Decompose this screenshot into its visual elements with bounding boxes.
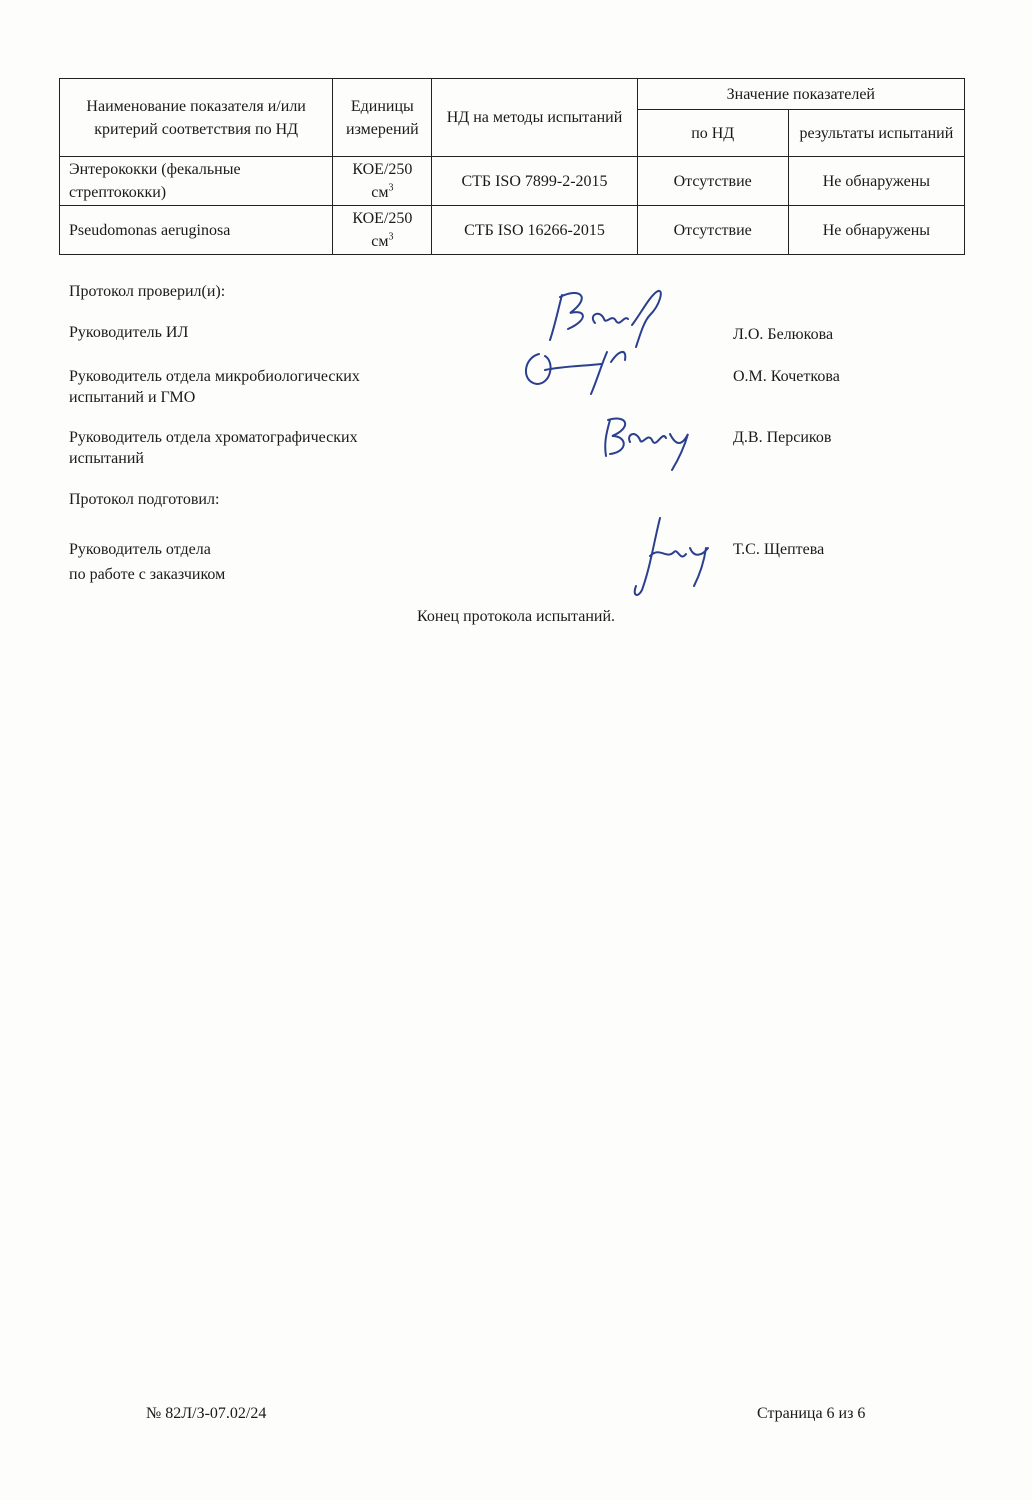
page-number: Страница 6 из 6 [757,1405,866,1422]
cell-indicator-name: Энтерококки (фекальные стрептококки) [60,157,333,206]
header-by-nd: по НД [637,110,788,157]
unit-exponent: 3 [388,231,394,243]
signer-role: Руководитель отдела микробиологических испытаний и ГМО [69,368,360,406]
signer-role: Руководитель ИЛ [69,324,189,341]
signature-shcheptieva [620,512,730,602]
cell-unit [333,157,432,206]
signature-persikov [598,410,708,472]
unit-base: см [371,184,389,201]
cell-by-nd: Отсутствие [637,157,788,206]
cell-method: СТБ ISO 16266-2015 [432,206,637,255]
protocol-number: № 82Л/З-07.02/24 [146,1405,267,1422]
signature-kochetkova [515,340,645,400]
unit-exponent: 3 [388,182,394,194]
header-indicator-name: Наименование показателя и/или критерий соответствия по НД [60,79,333,157]
cell-indicator-name: Pseudomonas aeruginosa [60,206,333,255]
unit-volume [339,230,425,253]
header-results: результаты испытаний [788,110,964,157]
signer-name: О.М. Кочеткова [733,368,840,385]
preparer-name: Т.С. Щептева [733,541,825,558]
header-method: НД на методы испытаний [432,79,637,157]
cell-unit [333,206,432,255]
prepared-by-label: Протокол подготовил: [69,491,220,508]
cell-method: СТБ ISO 7899-2-2015 [432,157,637,206]
signer-name: Д.В. Персиков [733,429,832,446]
table-row [60,206,965,255]
preparer-role: Руководитель отдела по работе с заказчиком [69,541,226,583]
header-values-group: Значение показателей [637,79,964,110]
table-header-row [60,79,965,110]
unit-main: КОЕ/250 [352,210,413,227]
cell-result: Не обнаружены [788,206,964,255]
checked-by-label: Протокол проверил(и): [69,283,226,300]
unit-base: см [371,233,389,250]
table-row [60,157,965,206]
end-of-protocol-note: Конец протокола испытаний. [416,608,616,625]
header-units: Единицы измерений [333,79,432,157]
unit-volume [339,181,425,204]
results-table [59,78,965,255]
signer-role: Руководитель отдела хроматографических испытаний [69,429,358,467]
cell-result: Не обнаружены [788,157,964,206]
cell-by-nd: Отсутствие [637,206,788,255]
unit-main: КОЕ/250 [352,161,413,178]
signer-name: Л.О. Белюкова [733,326,834,343]
